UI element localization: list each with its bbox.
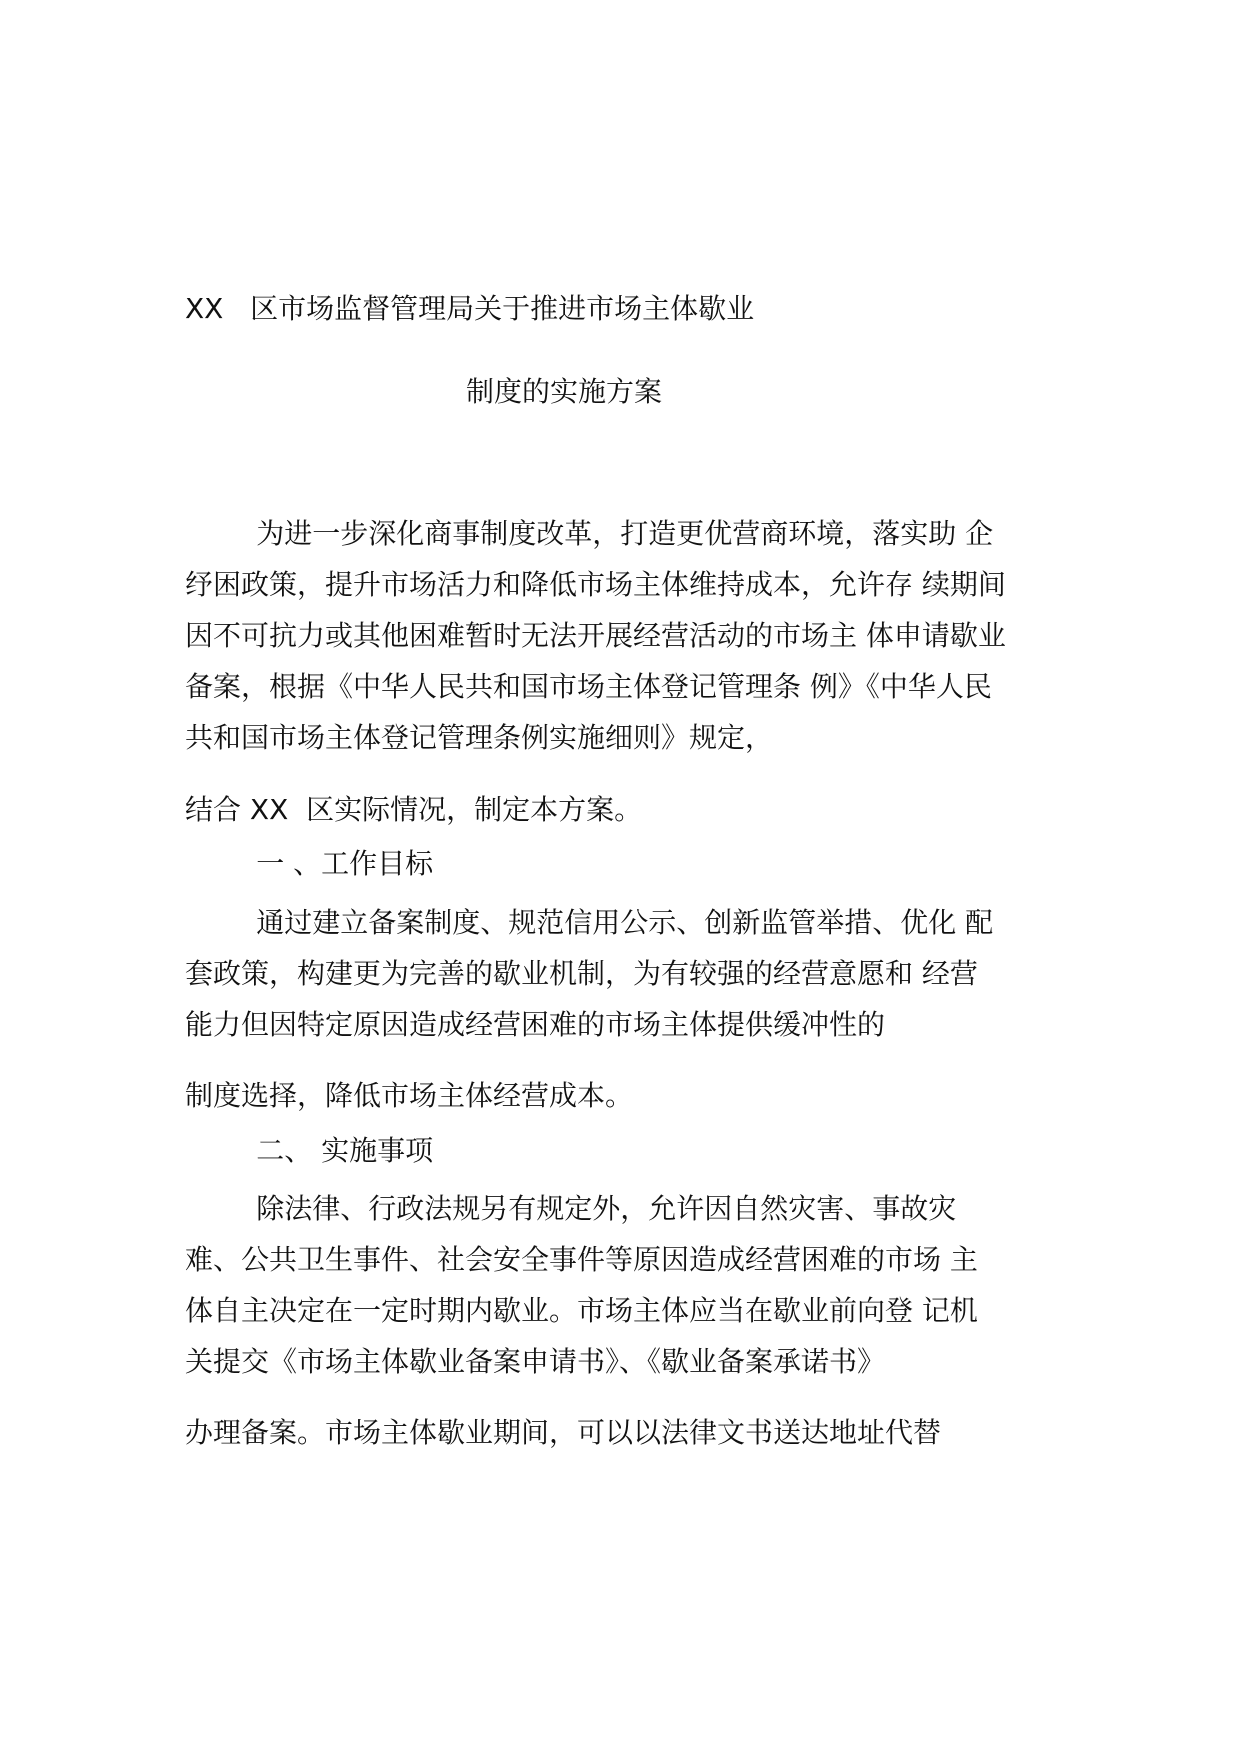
paragraph-1-line-2: 纾困政策，提升市场活力和降低市场主体维持成本，允许存 续期间 (185, 568, 1006, 601)
paragraph-1-line-3: 因不可抗力或其他困难暂时无法开展经营活动的市场主 体申请歇业 (185, 619, 1006, 652)
paragraph-3-line-3: 体自主决定在一定时期内歇业。市场主体应当在歇业前向登 记机 (185, 1294, 978, 1327)
section-1-heading: 一 、工作目标 (185, 847, 434, 880)
document-title-line-2: 制度的实施方案 (466, 375, 663, 408)
paragraph-1-line-1: 为进一步深化商事制度改革，打造更优营商环境，落实助 企 (185, 517, 994, 550)
paragraph-1-line-4: 备案，根据《中华人民共和国市场主体登记管理条 例》《中华人民 (185, 670, 992, 703)
paragraph-1-line-6: 结合 XX 区实际情况，制定本方案。 (185, 793, 643, 826)
paragraph-3-line-5: 办理备案。市场主体歇业期间，可以以法律文书送达地址代替 (185, 1416, 942, 1449)
document-title-line-1: XX 区市场监督管理局关于推进市场主体歇业 (185, 292, 755, 325)
paragraph-2-line-2: 套政策，构建更为完善的歇业机制，为有较强的经营意愿和 经营 (185, 957, 978, 990)
paragraph-3-line-2: 难、公共卫生事件、社会安全事件等原因造成经营困难的市场 主 (185, 1243, 978, 1276)
paragraph-3-line-4: 关提交《市场主体歇业备案申请书》、《歇业备案承诺书》 (185, 1345, 886, 1378)
paragraph-2-line-1: 通过建立备案制度、规范信用公示、创新监管举措、优化 配 (185, 906, 994, 939)
paragraph-3-line-1: 除法律、行政法规另有规定外，允许因自然灾害、事故灾 (185, 1192, 957, 1225)
section-2-heading: 二、 实施事项 (185, 1134, 434, 1167)
paragraph-1-line-5: 共和国市场主体登记管理条例实施细则》规定， (185, 721, 774, 754)
paragraph-2-line-4: 制度选择，降低市场主体经营成本。 (185, 1079, 634, 1112)
paragraph-2-line-3: 能力但因特定原因造成经营困难的市场主体提供缓冲性的 (185, 1008, 886, 1041)
